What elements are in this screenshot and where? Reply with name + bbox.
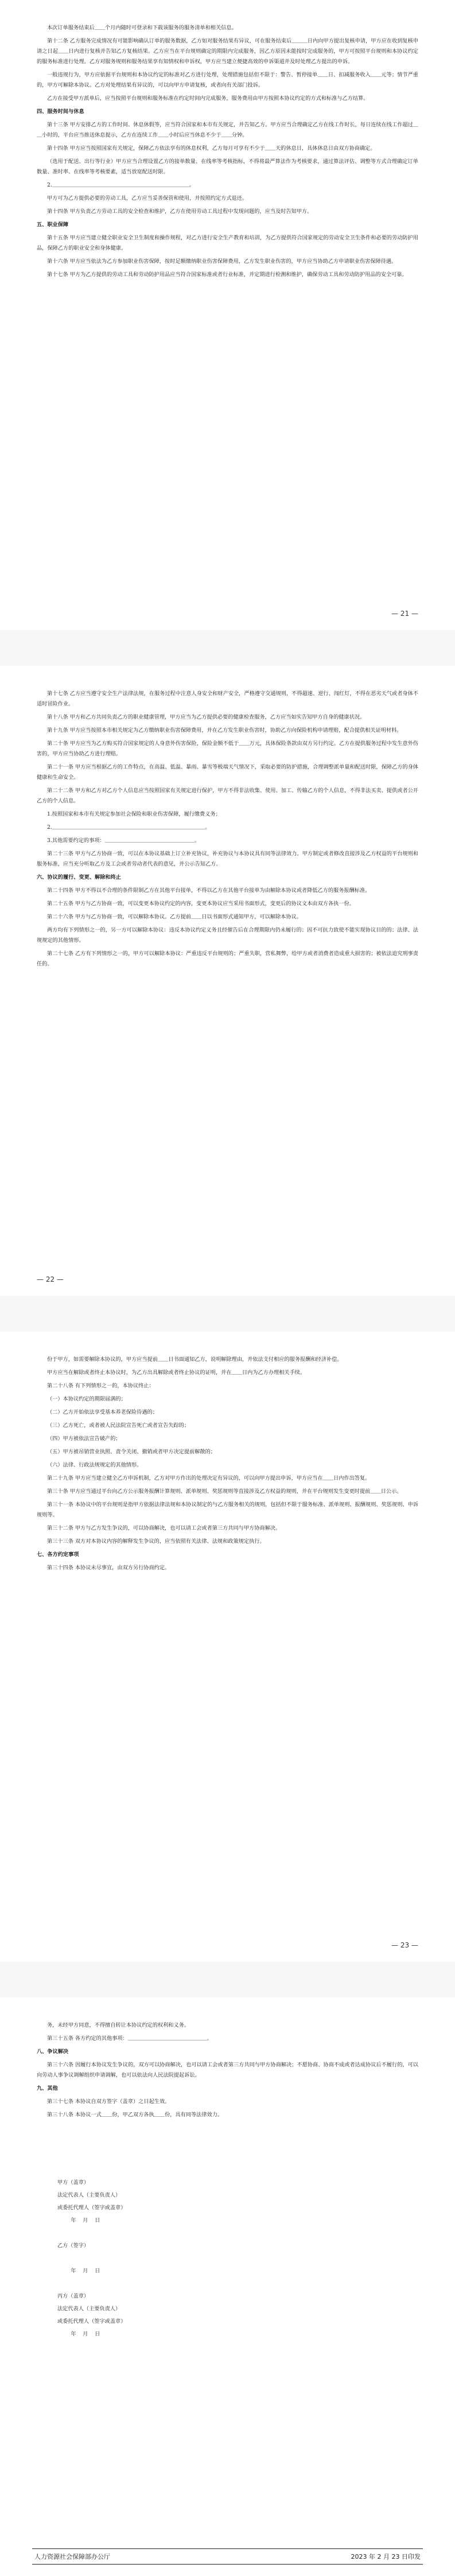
paragraph: （选用于配送、出行等行业）甲方应当合理设置乙方的接单数量、在线率等考核指标，不得将最严算法作为考核要求，通过算法评估、调整等方式合理确定订单数量、准时率、在线率等考核要素，适当放宽配送时限。: [37, 158, 418, 175]
page-gap: [0, 630, 455, 666]
signature-line: [57, 2227, 126, 2240]
page-gap: [0, 1962, 455, 1997]
paragraph: 乙方在接受甲方派单后，应当按照平台规则和服务标准在约定时间内完成服务，服务费用由甲方按照本协议约定的方式和标准与乙方结算。: [47, 95, 369, 102]
paragraph: 一般违规行为，甲方应依据平台规则和本协议约定的标准对乙方进行处理，处理措施包括但不限于：警告、暂停接单＿＿日、扣减服务收入＿＿元等；情节严重的，甲方可解除本协议。乙方对处理结果有异议的，可以向甲方申请复核，或者向有关部门投诉。: [37, 72, 418, 88]
paragraph: （四）甲方被依法宣告破产的；: [47, 1436, 121, 1442]
paragraph: 1.按照国家和本市有关规定参加社会保险和职业伤害保障，履行缴费义务；: [47, 811, 221, 817]
section-heading: 九、其他: [37, 2085, 58, 2092]
paragraph: 第二十二条 甲方和乙方对乙方个人信息应当按照国家有关规定进行保护，甲方不得非法收集、使用、加工、传输乙方的个人信息，不得非法买卖、提供或者公开乙方的个人信息。: [37, 787, 418, 804]
paragraph: 本次订单服务结束后＿＿个月内随时可登录和下载该服务的服务清单和相关信息。: [47, 25, 237, 31]
signature-line: 或委托代理人（签字或盖章）: [57, 2205, 126, 2211]
signature-line: 丙方（盖章）: [57, 2293, 90, 2299]
paragraph: 甲方应当在解除或者终止本协议时，为乙方出具解除或者终止协议的证明，并在＿＿日内为乙方办理相关手续。: [47, 1370, 306, 1376]
paragraph: 2.＿＿＿＿＿＿＿＿＿＿＿＿＿＿＿＿＿＿＿＿＿＿＿＿＿＿。: [47, 182, 195, 188]
paragraph: 2.＿＿＿＿＿＿＿＿＿＿＿＿＿＿＿＿＿＿＿＿＿＿＿＿＿＿＿＿＿。: [47, 824, 211, 831]
section-heading: 六、协议的履行、变更、解除和终止: [37, 874, 121, 880]
signature-line: 法定代表人（主要负责人）: [57, 2192, 121, 2198]
paragraph: 第十五条 甲方应当建立健全职业安全卫生制度和操作规程，对乙方进行安全生产教育和培训，为乙方提供符合国家规定的劳动安全卫生条件和必要的劳动防护用品，保障乙方的职业安全和身体健康。: [37, 235, 418, 251]
paragraph: 第三十四条 本协议未尽事宜，由双方另行协商约定。: [47, 1565, 170, 1571]
paragraph: 第二十六条 甲方与乙方协商一致，可以解除本协议。乙方提前＿＿日以书面形式通知甲方，可以解除本协议。: [47, 914, 302, 920]
paragraph: 第二十九条 甲方应当建立健全乙方申诉机制，乙方对甲方作出的处理决定有异议的，可以向甲方提出申诉，甲方应当在＿＿日内作出答复。: [47, 1475, 371, 1481]
page-21-body: [37, 23, 418, 283]
page-number: — 22 —: [37, 1275, 64, 1283]
paragraph: 第二十三条 甲方与乙方协商一致，可以在本协议基础上订立补充协议，补充协议与本协议具有同等法律效力。甲方制定或者修改直接涉及乙方权益的平台规则和服务标准，应当充分听取乙方及工会或者劳动者代表的意见，并公示告知乙方。: [37, 851, 418, 867]
signature-line: 甲方（盖章）: [57, 2179, 90, 2186]
paragraph: 第二十八条 有下列情形之一的，本协议终止：: [47, 1383, 154, 1389]
paragraph: 第十六条 甲方应当依法为乙方参加职业伤害保障，按时足额缴纳职业伤害保障费用，乙方发生职业伤害的，甲方应当协助乙方申请职业伤害保障待遇。: [47, 258, 397, 265]
paragraph: 第十七条 乙方应当遵守安全生产法律法规，在服务过程中注意人身安全和财产安全，严格遵守交通规则，不得超速、逆行、闯红灯，不得在恶劣天气或者身体不适时冒险作业。: [37, 690, 418, 707]
paragraph: 务，未经甲方同意，不得擅自转让本协议约定的权利和义务。: [47, 2022, 190, 2028]
paragraph: 甲方可为乙方提供必要的劳动工具，乙方应当妥善保管和使用，并按照约定方式退还。: [47, 195, 248, 201]
signature-line: [57, 2252, 126, 2265]
signature-line: 年 月 日: [57, 2217, 100, 2224]
page-number: — 21 —: [391, 610, 418, 618]
paragraph: （二）乙方开始依法享受基本养老保险待遇的；: [47, 1409, 158, 1415]
paragraph: 第三十条 甲方应当通过平台向乙方公示服务报酬计算规则、派单规则、奖惩规则等直接涉及乙方权益的规则，并在平台规则发生变更时提前＿＿日公示。: [47, 1488, 402, 1495]
page-23: [0, 1332, 455, 1962]
page-22-body: [37, 689, 418, 972]
section-heading: 七、各方约定事项: [37, 1551, 79, 1558]
signature-line: 年 月 日: [57, 2268, 100, 2274]
signature-line: 年 月 日: [57, 2331, 100, 2337]
paragraph: 3.其他需要约定的事项：＿＿＿＿＿＿＿＿＿＿＿＿＿＿＿＿＿。: [47, 837, 200, 844]
issuer: 人力资源社会保障部办公厅: [34, 2553, 110, 2561]
signature-line: [57, 2278, 126, 2290]
page-21: [0, 0, 455, 630]
signature-line: 乙方（签字）: [57, 2243, 90, 2249]
paragraph: 第三十七条 本协议自双方签字（盖章）之日起生效。: [47, 2098, 170, 2105]
paragraph: （六）法律、行政法规规定的其他情形。: [47, 1462, 142, 1468]
page-gap: [0, 1296, 455, 1332]
paragraph: 第十三条 甲方安排乙方的工作时间、休息休假等，应当符合国家和本市有关规定，并告知乙方。甲方应当合理确定乙方在线工作时长，每日连续在线工作超过＿＿小时的，平台应当推送休息提示，乙方在连续工作＿＿小时后应当休息不少于＿＿分钟。: [37, 122, 418, 138]
page-23-body: [37, 1355, 418, 1576]
paragraph: 两方均有下列情形之一的，另一方可以解除本协议：违反本协议约定义务且经催告后在合理期限内仍未履行的；因不可抗力致使不能实现协议目的的；法律、法规规定的其他情形。: [37, 927, 418, 944]
paragraph: （五）甲方被吊销营业执照、责令关闭、撤销或者甲方决定提前解散的；: [47, 1449, 216, 1455]
paragraph: 第三十五条 各方约定的其他事项：＿＿＿＿＿＿＿＿＿＿＿＿＿＿＿。: [47, 2035, 212, 2042]
paragraph: 第二十五条 甲方与乙方协商一致，可以变更本协议约定的内容，变更本协议应当采用书面形式，变更后的协议文本由双方各执一份。: [47, 901, 355, 907]
paragraph: 第十九条 甲方应当按照本市相关规定为乙方缴纳职业伤害保障费用，并在乙方发生职业伤害时，协助乙方向保险机构申请理赔，配合提供相关证明材料。: [47, 727, 402, 734]
signature-line: 法定代表人（主要负责人）: [57, 2306, 121, 2312]
section-heading: 八、争议解决: [37, 2049, 69, 2055]
page-22: [0, 666, 455, 1296]
paragraph: 第十二条 乙方服务完成情况有可能影响确认订单的服务数据，乙方如对服务结果有异议，可在服务结束后＿＿＿日内向甲方提出复核申请，甲方应在收到复核申请之日起＿＿日内进行复核并告知乙方复核结果。乙方应当在平台规则确定的期限内完成服务，因乙方原因未能按时完成服务的，甲方可按照平台规则和本协议约定的服务标准进行处理。乙方对服务规则和服务结果享有知情权和申诉权，甲方应当建立便捷高效的申诉渠道并及时处理乙方提出的申诉。: [37, 38, 418, 65]
paragraph: 第十四条 甲方应当按照国家有关规定，保障乙方依法享有的休息权利，乙方每月可享有不少于＿＿天的休息日，具体休息日由双方协商确定。: [47, 145, 376, 152]
paragraph: 第十七条 甲方为乙方提供的劳动工具和劳动防护用品应当符合国家标准或者行业标准，并定期进行检测和维护，确保劳动工具和劳动防护用品的安全可靠。: [47, 271, 407, 278]
paragraph: 第三十二条 甲方与乙方发生争议的，可以协商解决，也可以请工会或者第三方共同与甲方协商解决。: [47, 1525, 281, 1531]
paragraph: 第二十四条 甲方不得以不合理的条件限制乙方在其他平台接单，不得以乙方在其他平台接单为由解除本协议或者降低乙方的服务报酬标准。: [47, 887, 371, 894]
paragraph: 第三十一条 本协议中的平台规则是指甲方依据法律法规和本协议制定的与乙方服务相关的规则，包括但不限于服务标准、派单规则、报酬规则、奖惩规则、申诉规则等。: [37, 1502, 418, 1518]
paragraph: 第二十一条 甲方应当根据乙方的工作特点，在高温、低温、暴雨、暴雪等极端天气情况下，采取必要的防护措施，合理调整派单量和配送时限，保障乙方的身体健康和生命安全。: [37, 764, 418, 781]
issue-date: 2023 年 2 月 23 日印发: [351, 2553, 421, 2561]
signature-block: [57, 2177, 126, 2341]
issuance-footer: [32, 2548, 423, 2565]
section-heading: 四、服务时间与休息: [37, 108, 84, 115]
paragraph: 第三十八条 本协议一式＿＿份，甲乙双方各执＿＿份，具有同等法律效力。: [47, 2112, 223, 2118]
section-heading: 五、职业保障: [37, 222, 69, 228]
page-24: [0, 1997, 455, 2576]
paragraph: 第二十七条 乙方有下列情形之一的，甲方可以解除本协议：严重违反平台规则的；严重失职，营私舞弊，给甲方或者消费者造成重大损害的；被依法追究刑事责任的。: [37, 951, 418, 967]
paragraph: 第三十三条 双方对本协议内容的解释发生争议的，应当依照有关法律、法规和政策规定执行。: [47, 1538, 265, 1545]
paragraph: （三）乙方死亡，或者被人民法院宣告死亡或者宣告失踪的；: [47, 1422, 190, 1429]
paragraph: 第三十六条 因履行本协议发生争议的，双方可以协商解决，也可以请工会或者第三方共同与甲方协商解决；不愿协商、协商不成或者达成协议后不履行的，可以向劳动人事争议调解组织申请调解，也可以依法向人民法院提起诉讼。: [37, 2062, 418, 2078]
signature-line: 或委托代理人（签字或盖章）: [57, 2318, 126, 2325]
paragraph: 第十四条 甲方负责乙方劳动工具的安全检查和维护，乙方在使用劳动工具过程中发现问题的，应当及时告知甲方。: [47, 208, 313, 215]
paragraph: 第十八条 甲方和乙方共同负责乙方的职业健康管理，甲方应当为乙方提供必要的健康检查服务，乙方应当如实告知甲方自身的健康状况。: [47, 714, 365, 720]
paragraph: 份于甲方，如需要解除本协议的，甲方应当提前＿＿日书面通知乙方，说明解除理由，并依法支付相应的服务报酬和经济补偿。: [47, 1356, 343, 1363]
page-number: — 23 —: [391, 1941, 418, 1949]
page-24-body: [37, 2020, 418, 2123]
paragraph: （一）本协议约定的期限届满的；: [47, 1396, 126, 1402]
paragraph: 第二十条 甲方应当为乙方购买符合国家规定的人身意外伤害保险，保险金额不低于＿＿万元，具体保险条款由双方另行约定。乙方在提供服务过程中发生意外伤害的，甲方应当协助乙方进行理赔。: [37, 740, 418, 757]
